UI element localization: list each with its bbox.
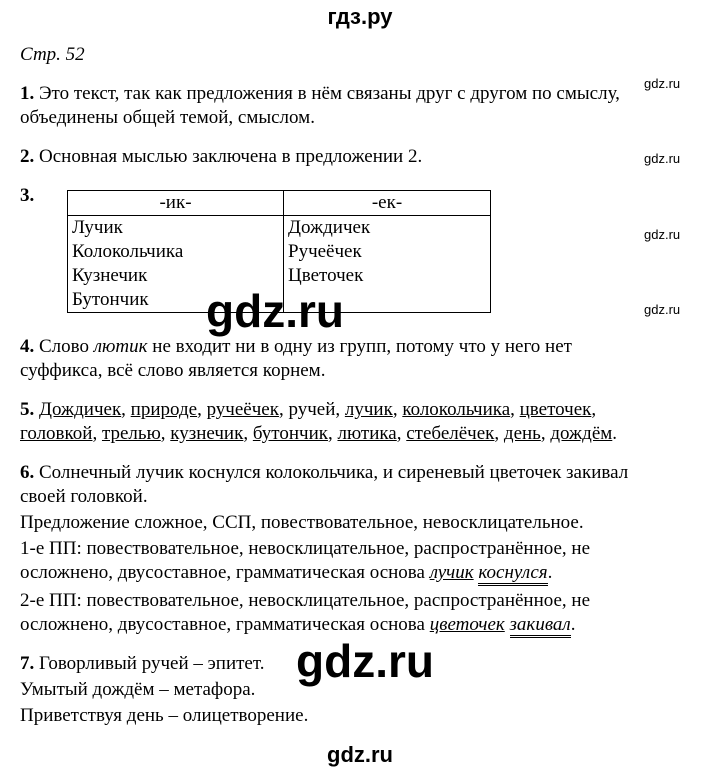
predicate: коснулся bbox=[478, 562, 547, 586]
task5-line2: головкой, трелью, кузнечик, бутончик, лютика, стебелёчек, день, дождём. bbox=[20, 423, 618, 444]
task6-line7: осложнено, двусоставное, грамматическая основа цветочек закивал. bbox=[20, 613, 575, 637]
task4-line2: суффикса, всё слово является корнем. bbox=[20, 360, 326, 381]
task-number: 4. bbox=[20, 336, 35, 357]
task-number: 1. bbox=[20, 83, 35, 104]
task6-line1: 6. Солнечный лучик коснулся колокольчика, и сиреневый цветочек закивал bbox=[20, 462, 629, 483]
task7-line2: Умытый дождём – метафора. bbox=[20, 679, 256, 700]
task6-line5: осложнено, двусоставное, грамматическая основа лучик коснулся. bbox=[20, 561, 552, 585]
table-header-ek: -ек- bbox=[284, 191, 491, 216]
watermark: gdz.ru bbox=[644, 76, 681, 91]
subject: лучик bbox=[429, 562, 474, 583]
list-item: Кузнечик bbox=[72, 265, 148, 286]
predicate: закивал bbox=[510, 614, 571, 638]
subject: цветочек bbox=[429, 614, 505, 635]
task6-line2: своей головкой. bbox=[20, 486, 148, 507]
list-item: Ручеёчек bbox=[288, 241, 362, 262]
task-number: 5. bbox=[20, 399, 35, 420]
task-number: 7. bbox=[20, 653, 35, 674]
table-header-ik: -ик- bbox=[68, 191, 284, 216]
task5-line1: 5. Дождичек, природе, ручеёчек, ручей, лучик, колокольчика, цветочек, bbox=[20, 399, 597, 420]
task4-line1: 4. Слово лютик не входит ни в одну из групп, потому что у него нет bbox=[20, 336, 572, 357]
watermark: gdz.ru bbox=[644, 151, 681, 166]
page-label: Стр. 52 bbox=[20, 44, 85, 65]
list-item: Дождичек bbox=[288, 217, 371, 238]
task6-line3: Предложение сложное, ССП, повествовательное, невосклицательное. bbox=[20, 512, 584, 533]
task7-line1: 7. Говорливый ручей – эпитет. bbox=[20, 653, 265, 674]
task-number: 2. bbox=[20, 146, 35, 167]
watermark: gdz.ru bbox=[644, 302, 681, 317]
task-number: 6. bbox=[20, 462, 35, 483]
site-header: гдз.ру bbox=[327, 4, 393, 29]
list-item: Колокольчика bbox=[72, 241, 184, 262]
site-footer: gdz.ru bbox=[327, 742, 393, 767]
list-item: Лучик bbox=[72, 217, 123, 238]
task6-line6: 2-е ПП: повествовательное, невосклицательное, распространённое, не bbox=[20, 590, 591, 611]
list-item: Бутончик bbox=[72, 289, 149, 310]
task6-line4: 1-е ПП: повествовательное, невосклицательное, распространённое, не bbox=[20, 538, 591, 559]
task7-line3: Приветствуя день – олицетворение. bbox=[20, 705, 309, 726]
watermark-large: gdz.ru bbox=[296, 635, 434, 687]
watermark-large: gdz.ru bbox=[206, 285, 344, 337]
list-item: Цветочек bbox=[288, 265, 364, 286]
task-number: 3. bbox=[20, 185, 35, 206]
task1-line1: 1. Это текст, так как предложения в нём связаны друг с другом по смыслу, bbox=[20, 83, 620, 104]
watermark: gdz.ru bbox=[644, 227, 681, 242]
task2-line: 2. Основная мыслью заключена в предложении 2. bbox=[20, 146, 423, 167]
task1-line2: объединены общей темой, смыслом. bbox=[20, 107, 315, 128]
